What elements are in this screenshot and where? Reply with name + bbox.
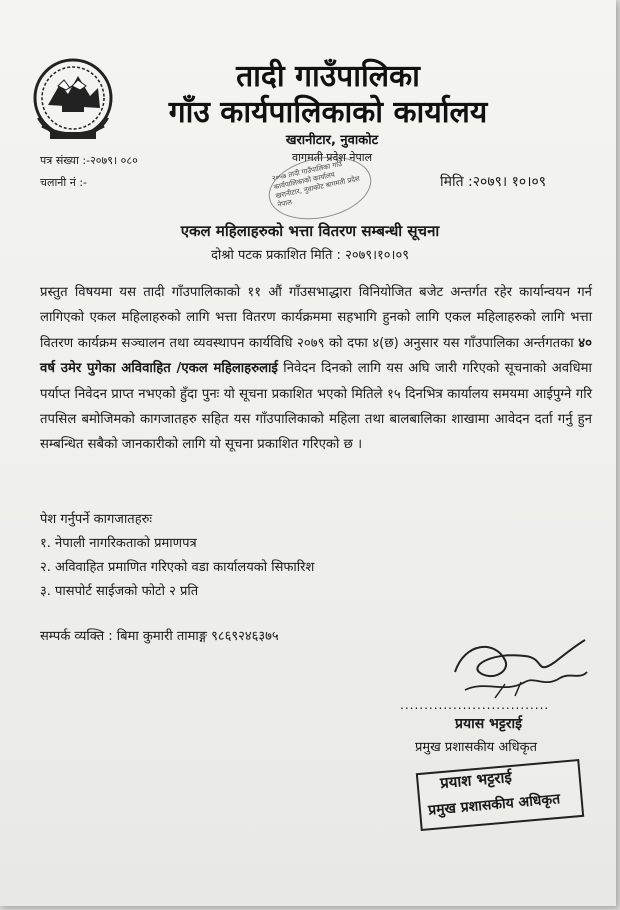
letter-number: पत्र संख्या :-२०७९। ०८० xyxy=(40,154,138,167)
office-stamp-text: २०५७ तादी गाउँपालिका गाउँ कार्यपालिकाको कार्यालय खरानीटार, नुवाकोट बागमती प्रदेश नेपाल xyxy=(271,159,361,209)
document-item: १. नेपाली नागरिकताको प्रमाणपत्र xyxy=(40,536,197,551)
signer-name: प्रयास भट्टराई xyxy=(455,716,522,732)
notice-body-emphasis: ४० वर्ष उमेर पुगेका अविवाहित /एकल महिलाहरुलाई xyxy=(40,335,592,377)
contact-person: सम्पर्क व्यक्ति : बिमा कुमारी तामाङ्ग ९८६९२४६३७५ xyxy=(40,629,279,644)
notice-body-part1: प्रस्तुत विषयमा यस तादी गाँउपालिकाको ११ औं गाँउसभाद्धारा विनियोजित बजेट अन्तर्गत रहेर कार्यान्वयन गर्न लागिएको एकल महिलाहरुको लागि भत्ता वितरण कार्यक्रममा सहभागि हुनको लागि एकल महिलाहरुको लागि भत्ता वितरण कार्यक्रम सञ्चालन तथा व्यवस्थापन कार्यविधि २०७९ को दफा ४(छ) अनुसार यस गाँउपालिका अर्न्तगतका xyxy=(40,285,592,351)
notice-body-part2: निवेदन दिनको लागि यस अघि जारी गरिएको सूचनाको अवधिमा पर्याप्त निवेदन प्राप्त नभएको हुँदा पुनः यो सूचना प्रकाशित भएको मितिले १५ दिनभित्र कार्यालय समयमा आईपुग्ने गरि तपसिल बमोजिमको कागजातहरु सहित यस गाँउपालिकाको महिला तथा बालबालिका शाखामा आवेदन दर्ता गर्नु हुन सम्बन्धित सबैको जानकारीको लागि यो सूचना प्रकाशित गरिएको छ । xyxy=(40,361,592,453)
document-item: २. अविवाहित प्रमाणित गरिएको वडा कार्यालयको सिफारिश xyxy=(40,560,315,575)
notice-subject: एकल महिलाहरुको भत्ता वितरण सम्बन्धी सूचना xyxy=(180,222,440,240)
letter-date: मिति :२०७९। १०।०९ xyxy=(440,174,547,190)
documents-heading: पेश गर्नुपर्ने कागजातहरुः xyxy=(40,512,153,527)
document-item: ३. पासपोर्ट साईजको फोटो २ प्रति xyxy=(40,584,199,599)
seal-name: प्रयाश भट्टराई xyxy=(439,767,513,793)
handwritten-signature-icon xyxy=(435,632,595,704)
signature-line: ............................... xyxy=(400,698,550,712)
dispatch-number: चलानी नं :- xyxy=(40,176,88,189)
province-name: वागमती प्रदेश नेपाल xyxy=(291,151,373,164)
notice-body xyxy=(40,280,592,458)
municipality-name: तादी गाउँपालिका xyxy=(236,59,420,94)
office-name: गाँउ कार्यपालिकाको कार्यालय xyxy=(168,95,488,130)
signer-title: प्रमुख प्रशासकीय अधिकृत xyxy=(415,740,538,755)
required-documents xyxy=(40,508,314,604)
office-address: खरानीटार, नुवाकोट xyxy=(285,133,379,148)
seal-title: प्रमुख प्रशासकीय अधिकृत xyxy=(427,791,561,819)
publication-date: दोश्रो पटक प्रकाशित मिति : २०७९।१०।०९ xyxy=(210,248,410,263)
